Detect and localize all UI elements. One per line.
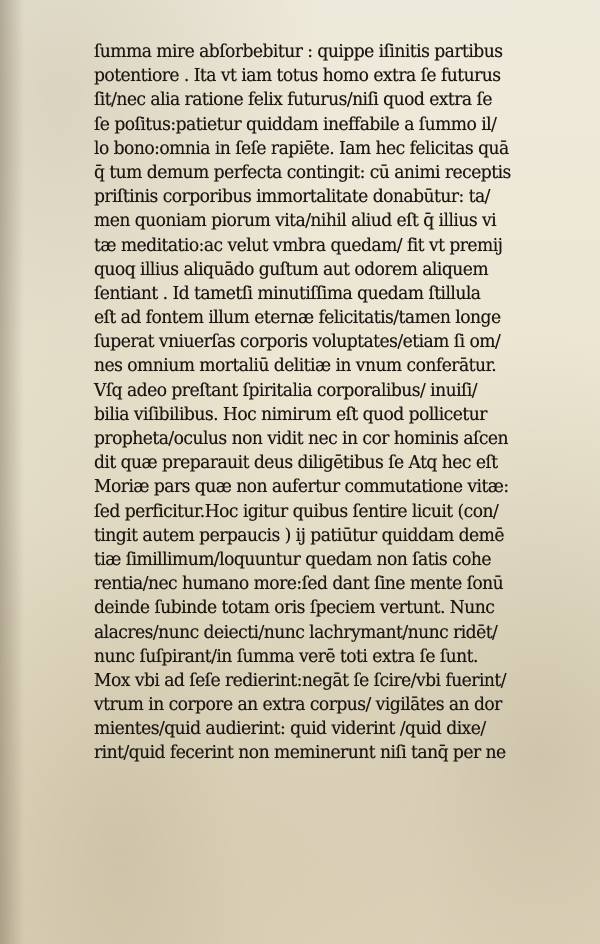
text-line: ſumma mire abſorbebitur : quippe iſinitis partibus bbox=[94, 42, 503, 62]
text-line: ſit/nec alia ratione felix futurus/niſi quod extra ſe bbox=[94, 90, 492, 111]
text-line: rentia/nec humano more:ſed dant ſine mente ſonū bbox=[94, 574, 504, 595]
text-line: nes omnium mortaliū delitiæ in vnum conferātur. bbox=[94, 356, 497, 377]
text-block bbox=[94, 40, 574, 766]
text-line: rint/quid fecerint non meminerunt niſi tanq̄ per ne bbox=[94, 743, 506, 764]
text-line: lo bono:omnia in ſeſe rapiēte. Iam hec felicitas quā bbox=[94, 138, 509, 159]
text-line: vtrum in corpore an extra corpus/ vigilātes an dor bbox=[94, 695, 502, 716]
text-line: Vſq adeo preſtant ſpiritalia corporalibus/ inuiſi/ bbox=[94, 380, 478, 401]
text-line: alacres/nunc deiecti/nunc lachrymant/nunc ridēt/ bbox=[94, 622, 498, 643]
text-line: propheta/oculus non vidit nec in cor hominis aſcen bbox=[94, 429, 508, 449]
text-line: ſed perficitur.Hoc igitur quibus ſentire licuit (con/ bbox=[94, 501, 499, 522]
text-line: tæ meditatio:ac velut vmbra quedam/ fit vt premij bbox=[94, 235, 503, 256]
text-line: Mox vbi ad ſeſe redierint:negāt ſe ſcire/vbi fuerint/ bbox=[94, 670, 506, 691]
text-line: ſentiant . Id tametſi minutiſſima quedam ſtillula bbox=[94, 283, 481, 304]
text-line: potentiore . Ita vt iam totus homo extra ſe futurus bbox=[94, 66, 501, 87]
binding-shadow bbox=[0, 0, 24, 944]
text-line: bilia viſibilibus. Hoc nimirum eſt quod pollicetur bbox=[94, 404, 487, 425]
text-line: tingit autem perpaucis ) ij patiūtur quiddam demē bbox=[94, 525, 504, 546]
text-line: tiæ ſimillimum/loquuntur quedam non ſatis cohe bbox=[94, 549, 492, 570]
text-line: ſuperat vniuerſas corporis voluptates/etiam ſi om/ bbox=[94, 332, 501, 353]
text-line: men quoniam piorum vita/nihil aliud eſt q̄ illius vi bbox=[94, 211, 497, 232]
text-line: eſt ad fontem illum eternæ felicitatis/tamen longe bbox=[94, 308, 501, 329]
text-line: dit quæ preparauit deus diligētibus ſe Atq hec eſt bbox=[94, 453, 498, 474]
text-line: priſtinis corporibus immortalitate donabūtur: ta/ bbox=[94, 187, 490, 208]
text-line: quoq illius aliquādo guſtum aut odorem aliquem bbox=[94, 259, 489, 280]
text-line: q̄ tum demum perfecta contingit: cū animi receptis bbox=[94, 162, 511, 183]
text-line: ſe poſitus:patietur quiddam ineffabile a ſummo il/ bbox=[94, 114, 497, 135]
text-line: nunc ſuſpirant/in ſumma verē toti extra ſe ſunt. bbox=[94, 646, 478, 667]
text-line: Moriæ pars quæ non aufertur commutatione vitæ: bbox=[94, 477, 509, 498]
text-line: mientes/quid audierint: quid viderint /quid dixe/ bbox=[94, 719, 486, 740]
text-line: deinde ſubinde totam oris ſpeciem vertunt. Nunc bbox=[94, 598, 495, 619]
